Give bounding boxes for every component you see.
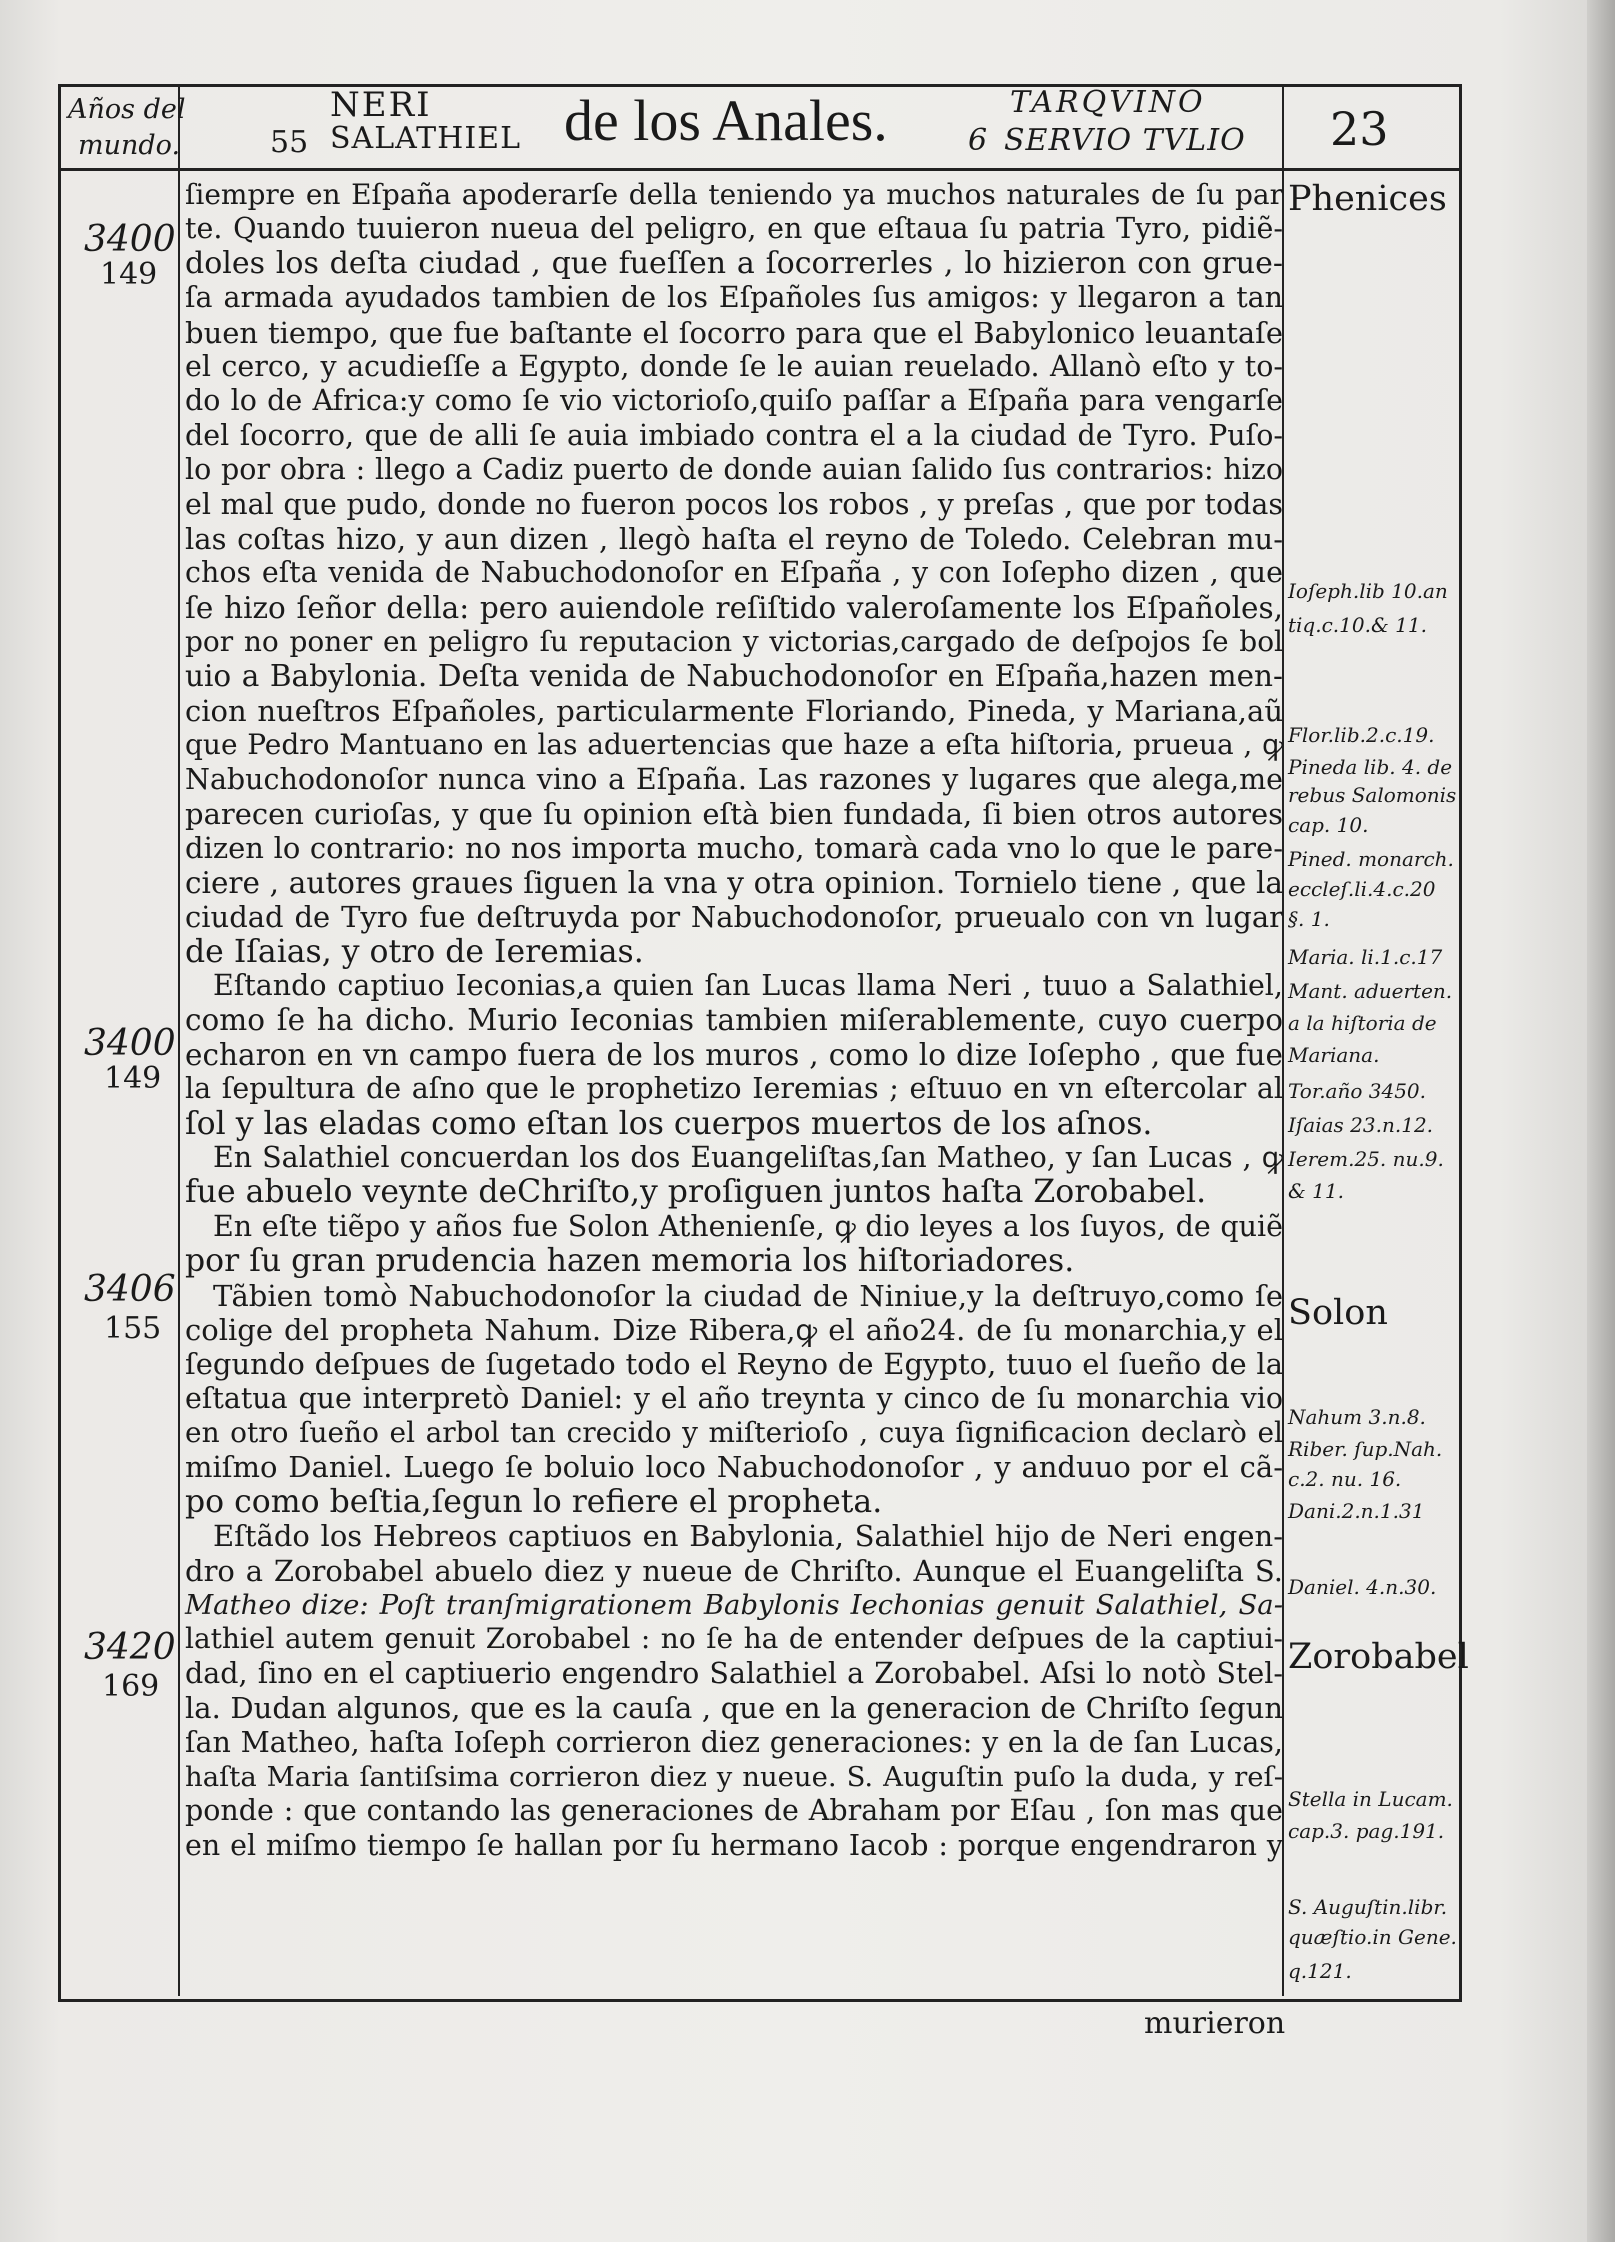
margin-note: Pineda lib. 4. de [1288,755,1453,779]
text-line: ſa armada ayudados tambien de los Eſpañoles ſus amigos: y llegaron a tan [185,281,1283,315]
margin-note: Tor.año 3450. [1288,1079,1427,1103]
margin-note: cap.3. pag.191. [1288,1819,1445,1843]
margin-note: c.2. nu. 16. [1288,1467,1402,1491]
year-marker: 3400 [84,219,176,260]
margin-note: §. 1. [1288,907,1330,931]
years-column-label-2: mundo. [78,130,181,161]
text-line: ſiempre en Eſpaña apoderarſe della teniendo ya muchos naturales de ſu par [185,178,1283,211]
margin-heading-solon: Solon [1288,1293,1388,1333]
header-number-6: 6 [968,123,988,158]
text-line: fue abuelo veynte deChriſto,y proſiguen juntos haſta Zorobabel. [185,1174,1207,1211]
text-line: Tãbien tomò Nabuchodonoſor la ciudad de Niniue,y la deſtruyo,como ſe [213,1278,1283,1313]
text-line: ciere , autores graues ſiguen la vna y otra opinion. Tornielo tiene , que la [185,865,1283,900]
main-text-column [185,178,1283,1863]
margin-note: Mariana. [1288,1043,1380,1067]
text-line: en otro ſueño el arbol tan crecido y miſterioſo , cuya ſignificacion declarò el [185,1416,1283,1450]
text-line: Nabuchodonoſor nunca vino a Eſpaña. Las razones y lugares que alega,me [185,762,1283,796]
page-title: de los Anales. [564,88,888,153]
text-line: dizen lo contrario: no nos importa mucho, tomarà cada vno lo que le pare- [185,831,1283,866]
text-line: chos eſta venida de Nabuchodonoſor en Eſpaña , y con Ioſepho dizen , que [185,556,1283,590]
margin-note: & 11. [1288,1179,1344,1203]
years-column-label: Años del [68,94,186,125]
text-line: que Pedro Mantuano en las aduertencias que haze a eſta hiſtoria, prueua , ꝙ [185,728,1283,762]
text-line: Matheo dize: Poſt tranſmigrationem Babylonis Iechonias genuit Salathiel, Sa- [185,1589,1283,1622]
margin-note: tiq.c.10.& 11. [1288,613,1427,637]
text-line: la. Dudan algunos, que es la cauſa , que en la generacion de Chriſto ſegun [185,1691,1283,1726]
text-line: lo por obra : llego a Cadiz puerto de donde auian ſalido ſus contrarios: hizo [185,453,1283,487]
text-line: las coſtas hizo, y aun dizen , llegò haſta el reyno de Toledo. Celebran mu- [185,521,1283,556]
text-line: la ſepultura de aſno que le prophetizo Ieremias ; eſtuuo en vn eſtercolar al [185,1072,1283,1106]
text-line: buen tiempo, que fue baſtante el ſocorro para que el Babylonico leuantaſe [185,315,1283,350]
years-column-rule [178,84,180,1996]
text-line: lathiel autem genuit Zorobabel : no ſe ha de entender deſpues de la captiui- [185,1622,1283,1656]
margin-note: Dani.2.n.1.31 [1288,1499,1425,1523]
text-line: dro a Zorobabel abuelo diez y nueue de Chriſto. Aunque el Euangeliſta S. [185,1553,1283,1588]
header-salathiel: SALATHIEL [330,121,522,156]
margin-note: quæſtio.in Gene. [1288,1925,1457,1949]
year-marker: 3406 [84,1269,176,1310]
margin-note: eccleſ.li.4.c.20 [1288,877,1436,901]
text-line: Eſtando captiuo Ieconias,a quien ſan Lucas llama Neri , tuuo a Salathiel, [213,968,1283,1002]
text-line: por no poner en peligro ſu reputacion y victorias,cargado de deſpojos ſe bol [185,625,1283,659]
book-spine-shadow [1587,0,1615,2242]
text-line: doles los deſta ciudad , que fueſſen a ſocorrerles , lo hizieron con grue- [185,245,1283,281]
year-marker: 3420 [84,1627,176,1668]
text-line: cion nueſtros Eſpañoles, particularmente Floriando, Pineda, y Mariana,aũ [185,693,1283,728]
margin-note: cap. 10. [1288,813,1369,837]
text-line: eſtatua que interpretò Daniel: y el año treynta y cinco de ſu monarchia vio [185,1381,1283,1415]
margin-heading-phenices: Phenices [1288,179,1447,219]
margin-note: S. Auguſtin.libr. [1288,1895,1448,1919]
text-line: por ſu gran prudencia hazen memoria los hiſtoriadores. [185,1243,1075,1280]
text-line: el mal que pudo, donde no fueron pocos los robos , y preſas , que por todas [185,487,1283,521]
text-line: en el miſmo tiempo ſe hallan por ſu hermano Iacob : porque engendraron y [185,1828,1283,1862]
year-marker: 3400 [84,1023,176,1064]
margin-note: Maria. li.1.c.17 [1288,945,1443,969]
text-line: En eſte tiẽpo y años fue Solon Athenienſe, ꝙ dio leyes a los ſuyos, de quiẽ [213,1209,1283,1243]
margin-note: Iſaias 23.n.12. [1288,1113,1434,1137]
margin-note: Pined. monarch. [1288,847,1454,871]
catchword: murieron [1144,2006,1286,2041]
margin-note: Mant. aduerten. [1288,979,1453,1003]
text-line: ciudad de Tyro fue deſtruyda por Nabuchodonoſor, prueualo con vn lugar [185,900,1283,935]
year-sub: 149 [100,257,158,292]
year-sub: 149 [104,1061,162,1096]
margin-note: Ierem.25. nu.9. [1288,1147,1444,1171]
text-line: de Iſaias, y otro de Ieremias. [185,933,644,970]
text-line: como ſe ha dicho. Murio Ieconias tambien miſerablemente, cuyo cuerpo [185,1003,1283,1038]
header-rule [58,168,1459,171]
text-line: parecen curioſas, y que ſu opinion eſtà bien fundada, ſi bien otros autores [185,797,1283,832]
text-line: ſan Matheo, haſta Ioſeph corrieron diez generaciones: y en la de ſan Lucas, [185,1725,1283,1759]
header-tarquino: TARQVINO [1010,85,1206,120]
text-line: miſmo Daniel. Luego ſe boluio loco Nabuchodonoſor , y anduuo por el cã- [185,1450,1283,1485]
header-neri: NERI [330,85,432,125]
margin-note: Stella in Lucam. [1288,1787,1453,1811]
margin-note: Riber. ſup.Nah. [1288,1437,1443,1461]
margin-note: rebus Salomonis [1288,783,1457,807]
year-sub: 169 [102,1669,160,1704]
text-line: te. Quando tuuieron nueua del peligro, en que eſtaua ſu patria Tyro, pidiẽ- [185,212,1283,246]
text-line: Eſtãdo los Hebreos captiuos en Babylonia, Salathiel hijo de Neri engen- [213,1519,1283,1554]
year-sub: 155 [104,1311,162,1346]
header-number-55: 55 [270,125,309,160]
text-line: ponde : que contando las generaciones de Abraham por Eſau , ſon mas que [185,1794,1283,1828]
margin-note: Daniel. 4.n.30. [1288,1575,1437,1599]
header-servio-tulio: SERVIO TVLIO [1004,123,1246,158]
text-line: dad, ſino en el captiuerio engendro Salathiel a Zorobabel. Aſsi lo notò Stel- [185,1656,1283,1690]
text-line: echaron en vn campo fuera de los muros , como lo dize Ioſepho , que fue [185,1037,1283,1072]
text-line: ſegundo deſpues de ſugetado todo el Reyno de Egypto, tuuo el ſueño de la [185,1347,1283,1382]
text-line: ſe hizo ſeñor della: pero auiendole reſiſtido valeroſamente los Eſpañoles, [185,590,1283,625]
text-line: haſta Maria ſantiſsima corrieron diez y nueue. S. Auguſtin puſo la duda, y reſ- [185,1760,1283,1793]
text-line: colige del propheta Nahum. Dize Ribera,ꝙ el año24. de ſu monarchia,y el [185,1312,1283,1347]
margin-note: Nahum 3.n.8. [1288,1405,1426,1429]
text-line: el cerco, y acudieſſe a Egypto, donde ſe le auian reuelado. Allanò eſto y to- [185,349,1283,383]
text-line: po como beſtia,ſegun lo refiere el propheta. [185,1483,883,1520]
text-line: ſol y las eladas como eſtan los cuerpos muertos de los aſnos. [185,1105,1153,1142]
page-number: 23 [1330,102,1389,156]
margin-note: Ioſeph.lib 10.an [1288,579,1448,603]
margin-note: Flor.lib.2.c.19. [1288,723,1435,747]
text-line: uio a Babylonia. Deſta venida de Nabuchodonoſor en Eſpaña,hazen men- [185,659,1283,694]
margin-note: q.121. [1288,1959,1352,1983]
text-line: del ſocorro, que de alli ſe auia imbiado contra el a la ciudad de Tyro. Puſo- [185,418,1283,452]
text-line: En Salathiel concuerdan los dos Euangeliſtas,ſan Matheo, y ſan Lucas , ꝙ [213,1140,1283,1174]
margin-heading-zorobabel: Zorobabel [1288,1637,1469,1677]
text-line: do lo de Africa:y como ſe vio victorioſo,quiſo paſſar a Eſpaña para vengarſe [185,384,1283,418]
margin-note: a la hiſtoria de [1288,1011,1437,1035]
